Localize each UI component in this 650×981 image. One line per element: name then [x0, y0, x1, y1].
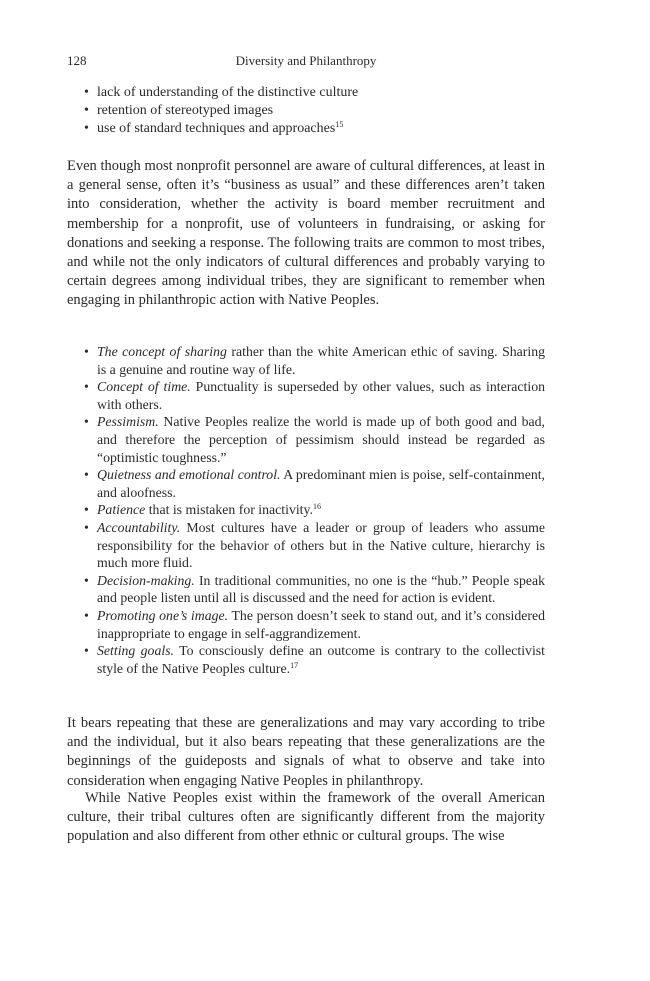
- footnote-ref: 17: [290, 660, 299, 670]
- body-paragraph: Even though most nonprofit personnel are aware of cultural differences, at least in a general sense, often it’s “business as usual” and these differences aren’t taken into consideration, whether the activity is board member recruitment and membership for a nonprofit, use of volunteers in fundraising, or asking for donations and seeking a response. The following traits are common to most tribes, and while not the only indicators of cultural differences and probably varying to certain degrees among individual tribes, they are significant to remember when engaging in philanthropic action with Native Peoples.: [67, 158, 545, 309]
- trait-text: In traditional communities, no one is the “hub.” People speak and people listen until all is discussed and the need for action is evident.: [97, 572, 545, 606]
- bullet-icon: •: [84, 519, 89, 535]
- trait-text: A predominant mien is poise, self-containment, and aloofness.: [97, 467, 546, 500]
- bullet-icon: •: [84, 344, 89, 359]
- traits-list: [84, 343, 545, 677]
- bullet-icon: •: [84, 643, 89, 659]
- trait-text: that is mistaken for inactivity.: [145, 502, 313, 518]
- trait-item: [84, 519, 545, 572]
- trait-item: [84, 378, 545, 413]
- trait-term: The concept of sharing: [97, 344, 227, 359]
- trait-item: [84, 607, 545, 642]
- bullet-icon: •: [84, 607, 89, 623]
- trait-text: To consciously define an outcome is contrary to the collectivist style of the Native Peoples culture.: [97, 643, 545, 676]
- trait-text: Native Peoples realize the world is made up of both good and bad, and therefore the perception of pessimism should instead be regarded as “optimistic toughness.”: [97, 414, 545, 465]
- trait-term: Promoting one’s image.: [97, 607, 229, 623]
- bullet-icon: •: [84, 502, 89, 518]
- trait-term: Decision-making.: [97, 572, 195, 588]
- bullet-icon: •: [84, 414, 89, 430]
- trait-item: [84, 466, 545, 501]
- bullet-icon: •: [84, 467, 89, 483]
- trait-term: Pessimism.: [97, 414, 159, 430]
- trait-text: Most cultures have a leader or group of leaders who assume responsibility for the behavior of others but in the Native culture, hierarchy is much more fluid.: [97, 519, 545, 571]
- trait-text: The person doesn’t seek to stand out, and it’s considered inappropriate to engage in self-aggrandizement.: [97, 607, 545, 641]
- trait-item: [84, 501, 545, 519]
- list-item: • use of standard techniques and approaches$^{15}$: [84, 120, 344, 136]
- trait-item: [84, 343, 545, 378]
- trait-term: Accountability.: [97, 519, 181, 535]
- trait-item: [84, 642, 545, 677]
- trait-term: Patience: [97, 502, 146, 518]
- trait-term: Setting goals.: [97, 643, 175, 659]
- running-head: [67, 53, 545, 73]
- top-bullet-list: [84, 84, 544, 138]
- bullet-icon: •: [84, 379, 89, 395]
- bullet-icon: •: [84, 103, 89, 118]
- list-item: • lack of understanding of the distinctive culture: [84, 85, 359, 100]
- trait-text: Punctuality is superseded by other values, such as interaction with others.: [97, 379, 546, 412]
- body-paragraph: While Native Peoples exist within the framework of the overall American culture, their tribal cultures often are significantly different from the majority population and also different from other ethnic or cultural groups. The wise: [67, 790, 545, 845]
- footnote-ref: 16: [312, 502, 321, 512]
- trait-item: [84, 413, 545, 466]
- trait-text: rather than the white American ethic of saving. Sharing is a genuine and routine way of life.: [97, 344, 545, 377]
- bullet-icon: •: [84, 85, 89, 100]
- trait-item: [84, 572, 545, 607]
- page-number: 128: [67, 53, 87, 68]
- trait-term: Concept of time.: [97, 379, 191, 395]
- list-item: • retention of stereotyped images: [84, 103, 274, 118]
- body-paragraph: It bears repeating that these are generalizations and may vary according to tribe and the individual, but it also bears repeating that these generalizations are the beginnings of the guideposts and signals of what to observe and take into consideration when engaging Native Peoples in philanthropy.: [67, 715, 545, 789]
- footnote-ref: 15: [335, 120, 344, 129]
- bullet-icon: •: [84, 121, 89, 136]
- bullet-icon: •: [84, 572, 89, 588]
- trait-term: Quietness and emotional control.: [97, 467, 281, 483]
- running-title: Diversity and Philanthropy: [235, 53, 377, 68]
